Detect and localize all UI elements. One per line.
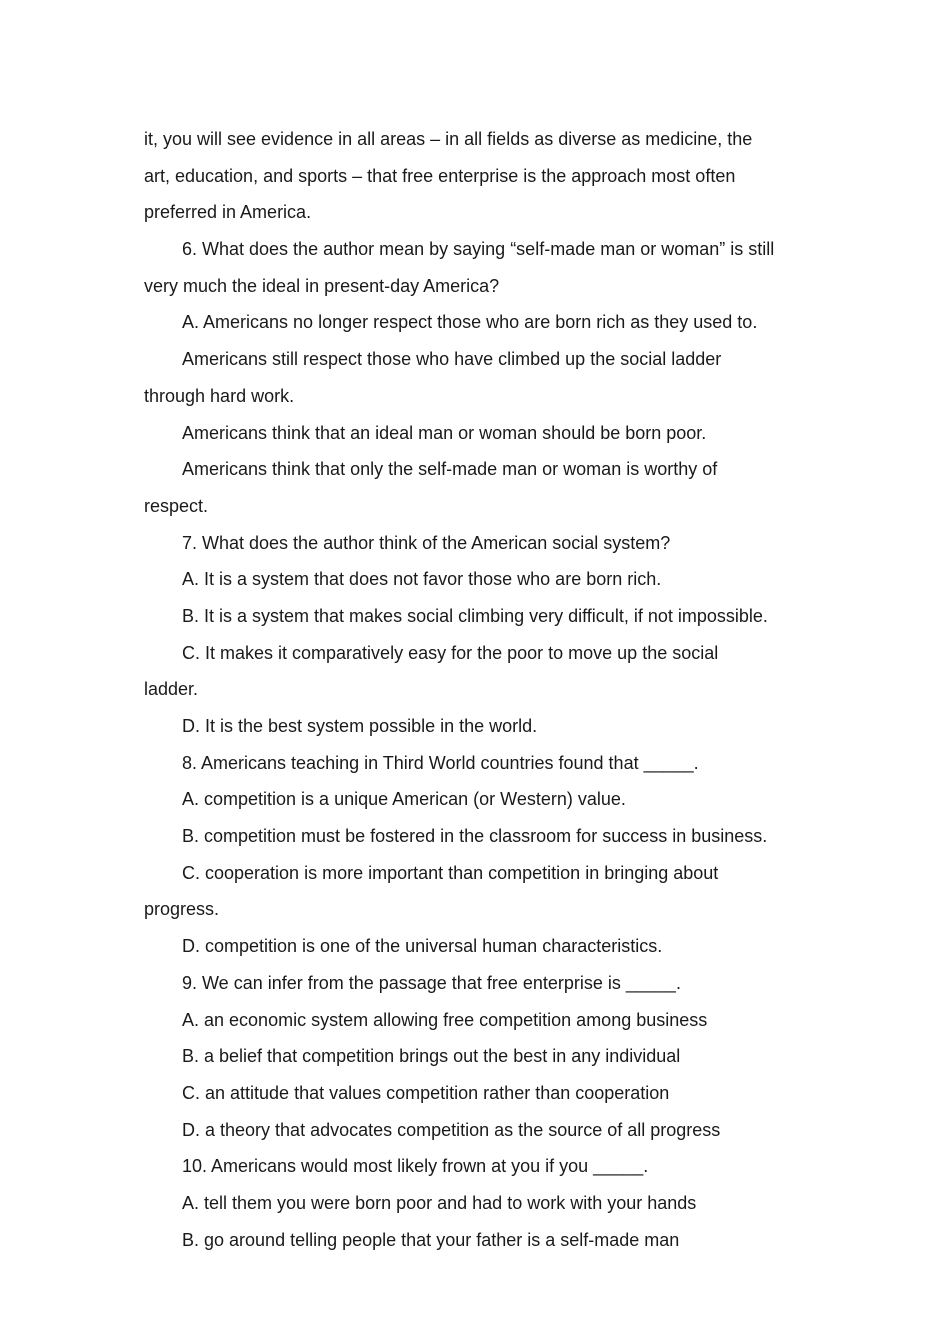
question-10-option-b: B. go around telling people that your father is a self-made man — [182, 1229, 680, 1250]
question-9-option-b: B. a belief that competition brings out the best in any individual — [182, 1046, 681, 1067]
question-7: 7. What does the author think of the American social system? — [182, 532, 671, 553]
question-9: 9. We can infer from the passage that free enterprise is _____. — [182, 972, 681, 993]
text-line: art, education, and sports – that free enterprise is the approach most often — [144, 165, 736, 186]
question-7-option-a: A. It is a system that does not favor those who are born rich. — [182, 569, 662, 590]
question-8-option-c: C. cooperation is more important than competition in bringing about — [182, 862, 719, 883]
question-8-option-b: B. competition must be fostered in the classroom for success in business. — [182, 826, 768, 847]
text-line: through hard work. — [144, 385, 295, 406]
text-line: progress. — [144, 899, 220, 920]
question-10-option-a: A. tell them you were born poor and had to work with your hands — [182, 1192, 697, 1213]
text-line: it, you will see evidence in all areas – in all fields as diverse as medicine, the — [144, 129, 753, 149]
question-9-option-d: D. a theory that advocates competition as the source of all progress — [182, 1119, 721, 1140]
question-8-option-a: A. competition is a unique American (or Western) value. — [182, 789, 626, 810]
question-7-option-b: B. It is a system that makes social climbing very difficult, if not impossible. — [182, 605, 768, 626]
text-line: very much the ideal in present-day America? — [144, 275, 500, 296]
question-10: 10. Americans would most likely frown at you if you _____. — [182, 1156, 649, 1177]
question-8: 8. Americans teaching in Third World countries found that _____. — [182, 752, 699, 773]
question-7-option-c: C. It makes it comparatively easy for the poor to move up the social — [182, 642, 719, 663]
question-6: 6. What does the author mean by saying “self-made man or woman” is still — [182, 239, 775, 260]
question-6-option: Americans think that an ideal man or woman should be born poor. — [182, 422, 707, 443]
question-8-option-d: D. competition is one of the universal human characteristics. — [182, 936, 663, 957]
text-line: preferred in America. — [144, 202, 312, 223]
question-6-option: Americans still respect those who have climbed up the social ladder — [182, 349, 722, 370]
question-9-option-c: C. an attitude that values competition rather than cooperation — [182, 1082, 670, 1103]
document-body — [144, 121, 816, 1258]
question-9-option-a: A. an economic system allowing free competition among business — [182, 1009, 708, 1030]
text-line: respect. — [144, 495, 209, 516]
text-line: ladder. — [144, 679, 199, 700]
question-7-option-d: D. It is the best system possible in the world. — [182, 716, 538, 736]
question-6-option: Americans think that only the self-made man or woman is worthy of — [182, 459, 718, 480]
question-6-option-a: A. Americans no longer respect those who are born rich as they used to. — [182, 312, 758, 333]
